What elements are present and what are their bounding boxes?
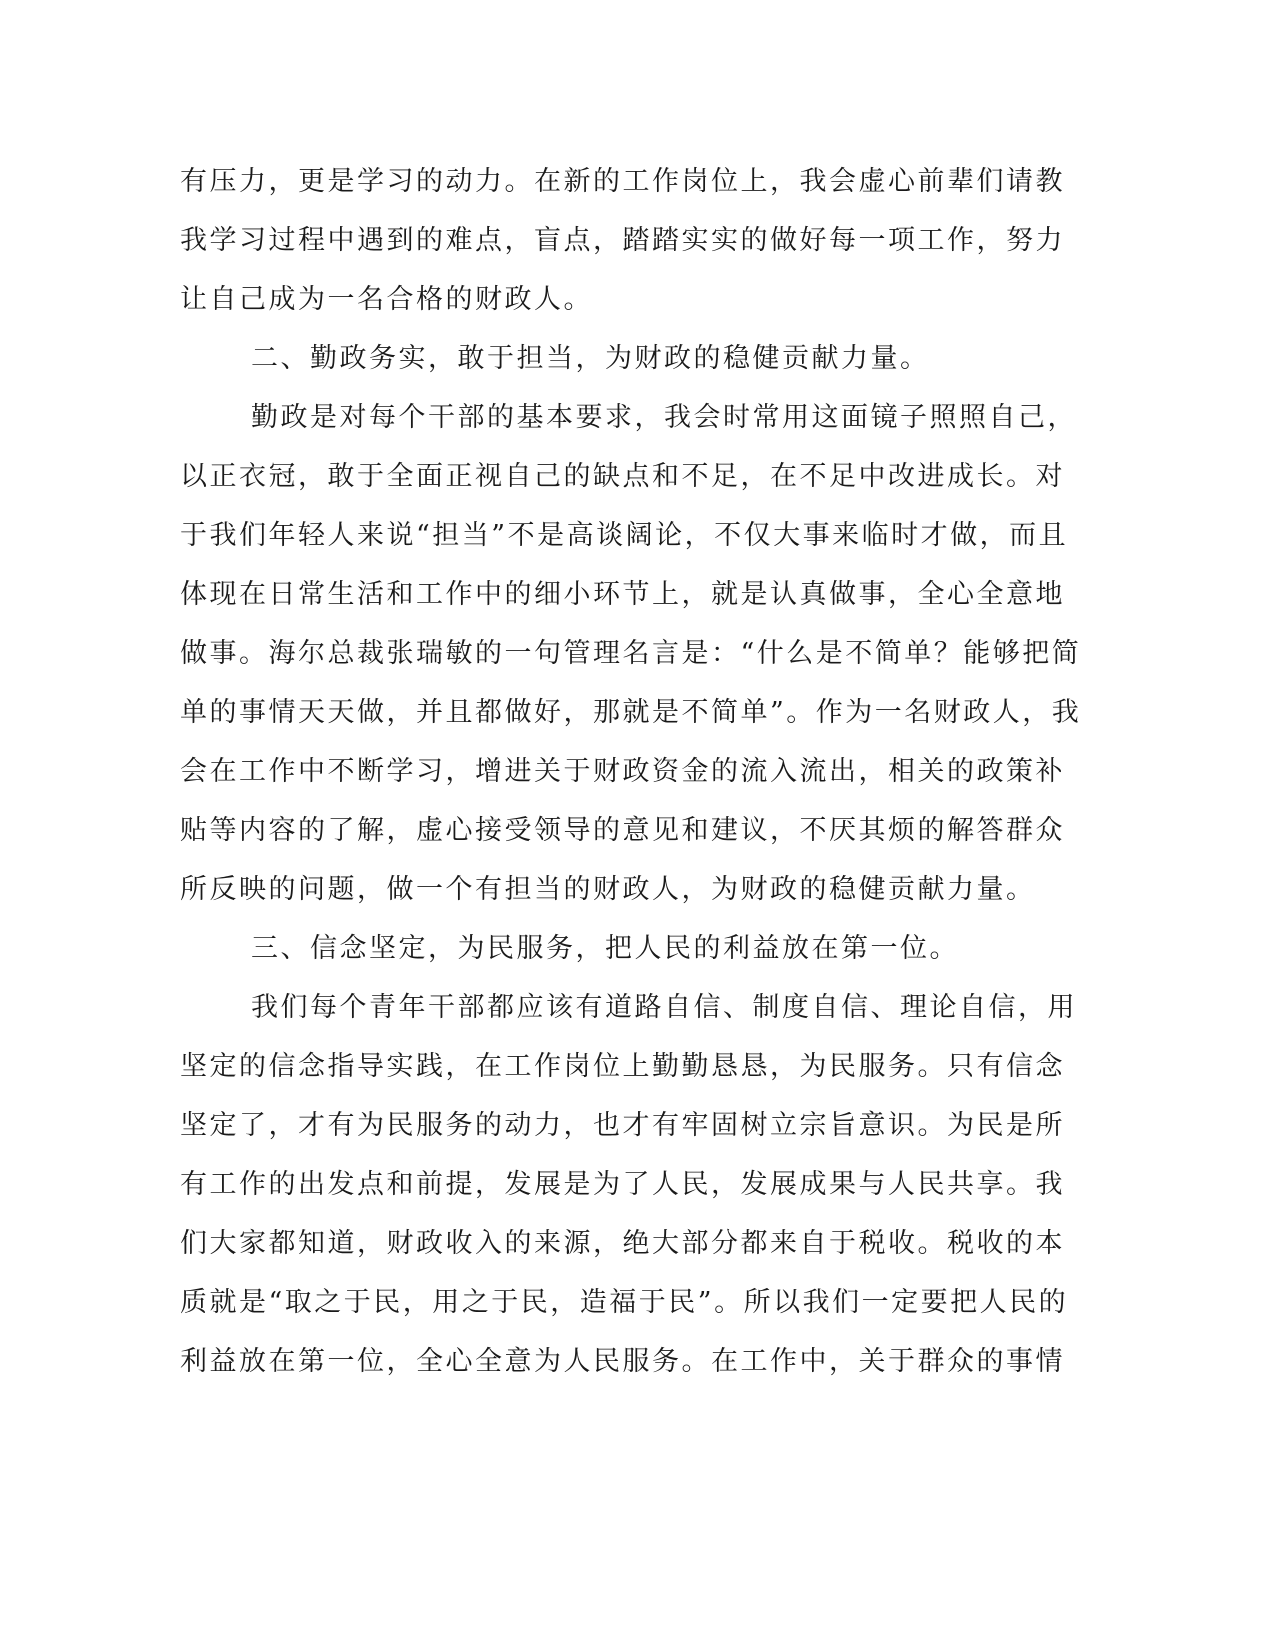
- text-line: 坚定的信念指导实践，在工作岗位上勤勤恳恳，为民服务。只有信念: [180, 1051, 1065, 1082]
- text-line: 做事。海尔总裁张瑞敏的一句管理名言是：“什么是不简单？能够把简: [180, 638, 1082, 669]
- text-line: 利益放在第一位，全心全意为人民服务。在工作中，关于群众的事情: [180, 1346, 1065, 1377]
- text-line: 坚定了，才有为民服务的动力，也才有牢固树立宗旨意识。为民是所: [180, 1110, 1065, 1141]
- text-line: 我们每个青年干部都应该有道路自信、制度自信、理论自信，用: [251, 992, 1077, 1023]
- document-body: [180, 152, 1082, 1391]
- text-line: 们大家都知道，财政收入的来源，绝大部分都来自于税收。税收的本: [180, 1228, 1065, 1259]
- text-line: 质就是“取之于民，用之于民，造福于民”。所以我们一定要把人民的: [180, 1287, 1069, 1318]
- text-line: 有压力，更是学习的动力。在新的工作岗位上，我会虚心前辈们请教: [180, 166, 1065, 197]
- text-line: 体现在日常生活和工作中的细小环节上，就是认真做事，全心全意地: [180, 579, 1065, 610]
- text-line: 我学习过程中遇到的难点，盲点，踏踏实实的做好每一项工作，努力: [180, 225, 1065, 256]
- text-line: 所反映的问题，做一个有担当的财政人，为财政的稳健贡献力量。: [180, 874, 1036, 905]
- text-line: 于我们年轻人来说“担当”不是高谈阔论，不仅大事来临时才做，而且: [180, 520, 1069, 551]
- text-line: 单的事情天天做，并且都做好，那就是不简单”。作为一名财政人，我: [180, 697, 1082, 728]
- text-line: 贴等内容的了解，虚心接受领导的意见和建议，不厌其烦的解答群众: [180, 815, 1065, 846]
- text-line: 让自己成为一名合格的财政人。: [180, 284, 593, 315]
- text-line: 以正衣冠，敢于全面正视自己的缺点和不足，在不足中改进成长。对: [180, 461, 1065, 492]
- text-line: 会在工作中不断学习，增进关于财政资金的流入流出，相关的政策补: [180, 756, 1065, 787]
- text-line: 勤政是对每个干部的基本要求，我会时常用这面镜子照照自己，: [251, 402, 1077, 433]
- text-line: 有工作的出发点和前提，发展是为了人民，发展成果与人民共享。我: [180, 1169, 1065, 1200]
- section-heading: 三、信念坚定，为民服务，把人民的利益放在第一位。: [251, 933, 959, 964]
- section-heading: 二、勤政务实，敢于担当，为财政的稳健贡献力量。: [251, 343, 930, 374]
